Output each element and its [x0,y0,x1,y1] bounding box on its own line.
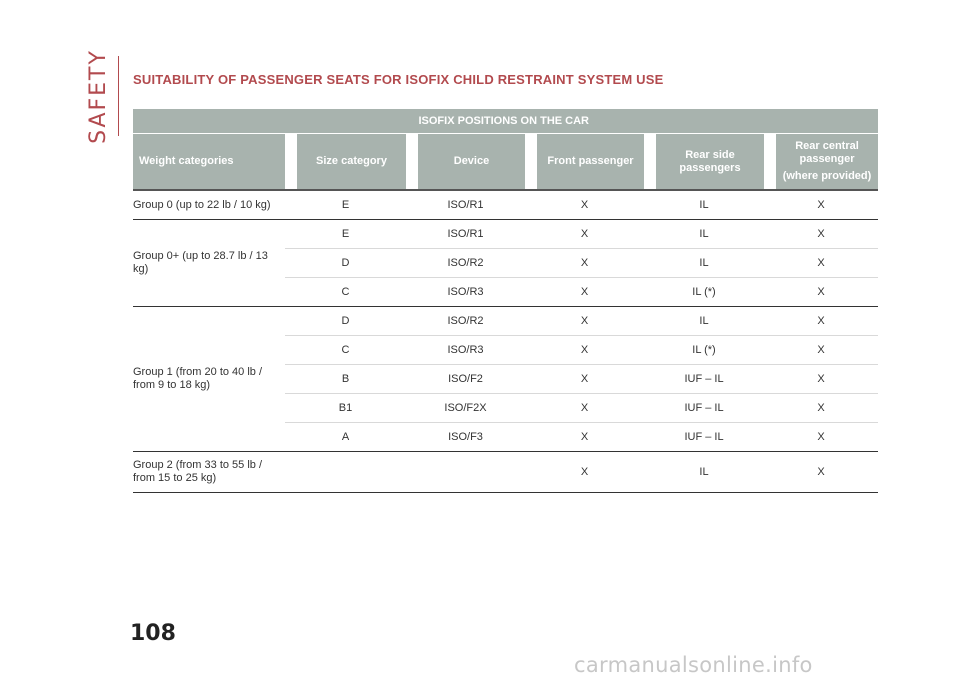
weight-category-cell: Group 0 (up to 22 lb / 10 kg) [133,189,285,220]
page-title: SUITABILITY OF PASSENGER SEATS FOR ISOFIX CHILD RESTRAINT SYSTEM USE [133,72,664,87]
size-cell: D [285,249,406,278]
rear-central-cell: X [764,452,878,493]
device-cell: ISO/R2 [406,307,525,336]
device-cell: ISO/R1 [406,220,525,249]
device-cell: ISO/R3 [406,336,525,365]
size-cell: C [285,278,406,307]
rear-central-cell: X [764,220,878,249]
col-rear-central-passenger [764,134,878,189]
device-cell: ISO/R3 [406,278,525,307]
rear-side-cell: IL [644,220,764,249]
size-cell: B1 [285,394,406,423]
isofix-positions-header: ISOFIX POSITIONS ON THE CAR [285,109,878,134]
device-cell: ISO/F2X [406,394,525,423]
front-cell: X [525,189,644,220]
col-rear-central-label: Rear central passenger [795,140,859,165]
rear-central-cell: X [764,249,878,278]
rear-central-cell: X [764,336,878,365]
col-size-category: Size category [285,134,406,189]
col-rear-central-note: (where provided) [782,170,872,182]
rear-side-cell: IUF – IL [644,394,764,423]
rear-central-cell: X [764,307,878,336]
rear-side-cell: IL (*) [644,278,764,307]
table-row [133,307,878,336]
rear-side-cell: IL [644,452,764,493]
rear-side-cell: IUF – IL [644,365,764,394]
device-cell: ISO/F2 [406,365,525,394]
size-cell: E [285,189,406,220]
front-cell: X [525,278,644,307]
rear-side-cell: IL [644,249,764,278]
col-front-passenger: Front passenger [525,134,644,189]
rear-side-cell: IUF – IL [644,423,764,452]
size-cell [285,452,406,493]
front-cell: X [525,307,644,336]
front-cell: X [525,423,644,452]
size-cell: C [285,336,406,365]
col-rear-side-passengers: Rear side passengers [644,134,764,189]
rear-central-cell: X [764,278,878,307]
front-cell: X [525,452,644,493]
weight-category-cell: Group 2 (from 33 to 55 lb / from 15 to 25 kg) [133,452,285,493]
section-label: SAFETY [85,48,111,144]
front-cell: X [525,336,644,365]
table-top-header-row [133,109,878,134]
size-cell: E [285,220,406,249]
front-cell: X [525,365,644,394]
device-cell [406,452,525,493]
device-cell: ISO/R1 [406,189,525,220]
rear-side-cell: IL [644,189,764,220]
rear-side-cell: IL (*) [644,336,764,365]
table-row [133,452,878,493]
col-weight-categories: Weight categories [133,134,285,189]
page-number: 108 [130,621,176,646]
weight-category-cell: Group 0+ (up to 28.7 lb / 13 kg) [133,220,285,307]
col-device: Device [406,134,525,189]
section-divider [118,56,119,136]
rear-central-cell: X [764,189,878,220]
front-cell: X [525,394,644,423]
rear-central-cell: X [764,423,878,452]
device-cell: ISO/F3 [406,423,525,452]
front-cell: X [525,249,644,278]
size-cell: A [285,423,406,452]
front-cell: X [525,220,644,249]
size-cell: D [285,307,406,336]
rear-central-cell: X [764,394,878,423]
table-column-header-row [133,134,878,189]
table-row [133,189,878,220]
size-cell: B [285,365,406,394]
watermark-text: carmanualsonline.info [574,653,813,677]
device-cell: ISO/R2 [406,249,525,278]
rear-central-cell: X [764,365,878,394]
table-row [133,220,878,249]
isofix-table [133,109,878,493]
weight-category-cell: Group 1 (from 20 to 40 lb / from 9 to 18 kg) [133,307,285,452]
rear-side-cell: IL [644,307,764,336]
